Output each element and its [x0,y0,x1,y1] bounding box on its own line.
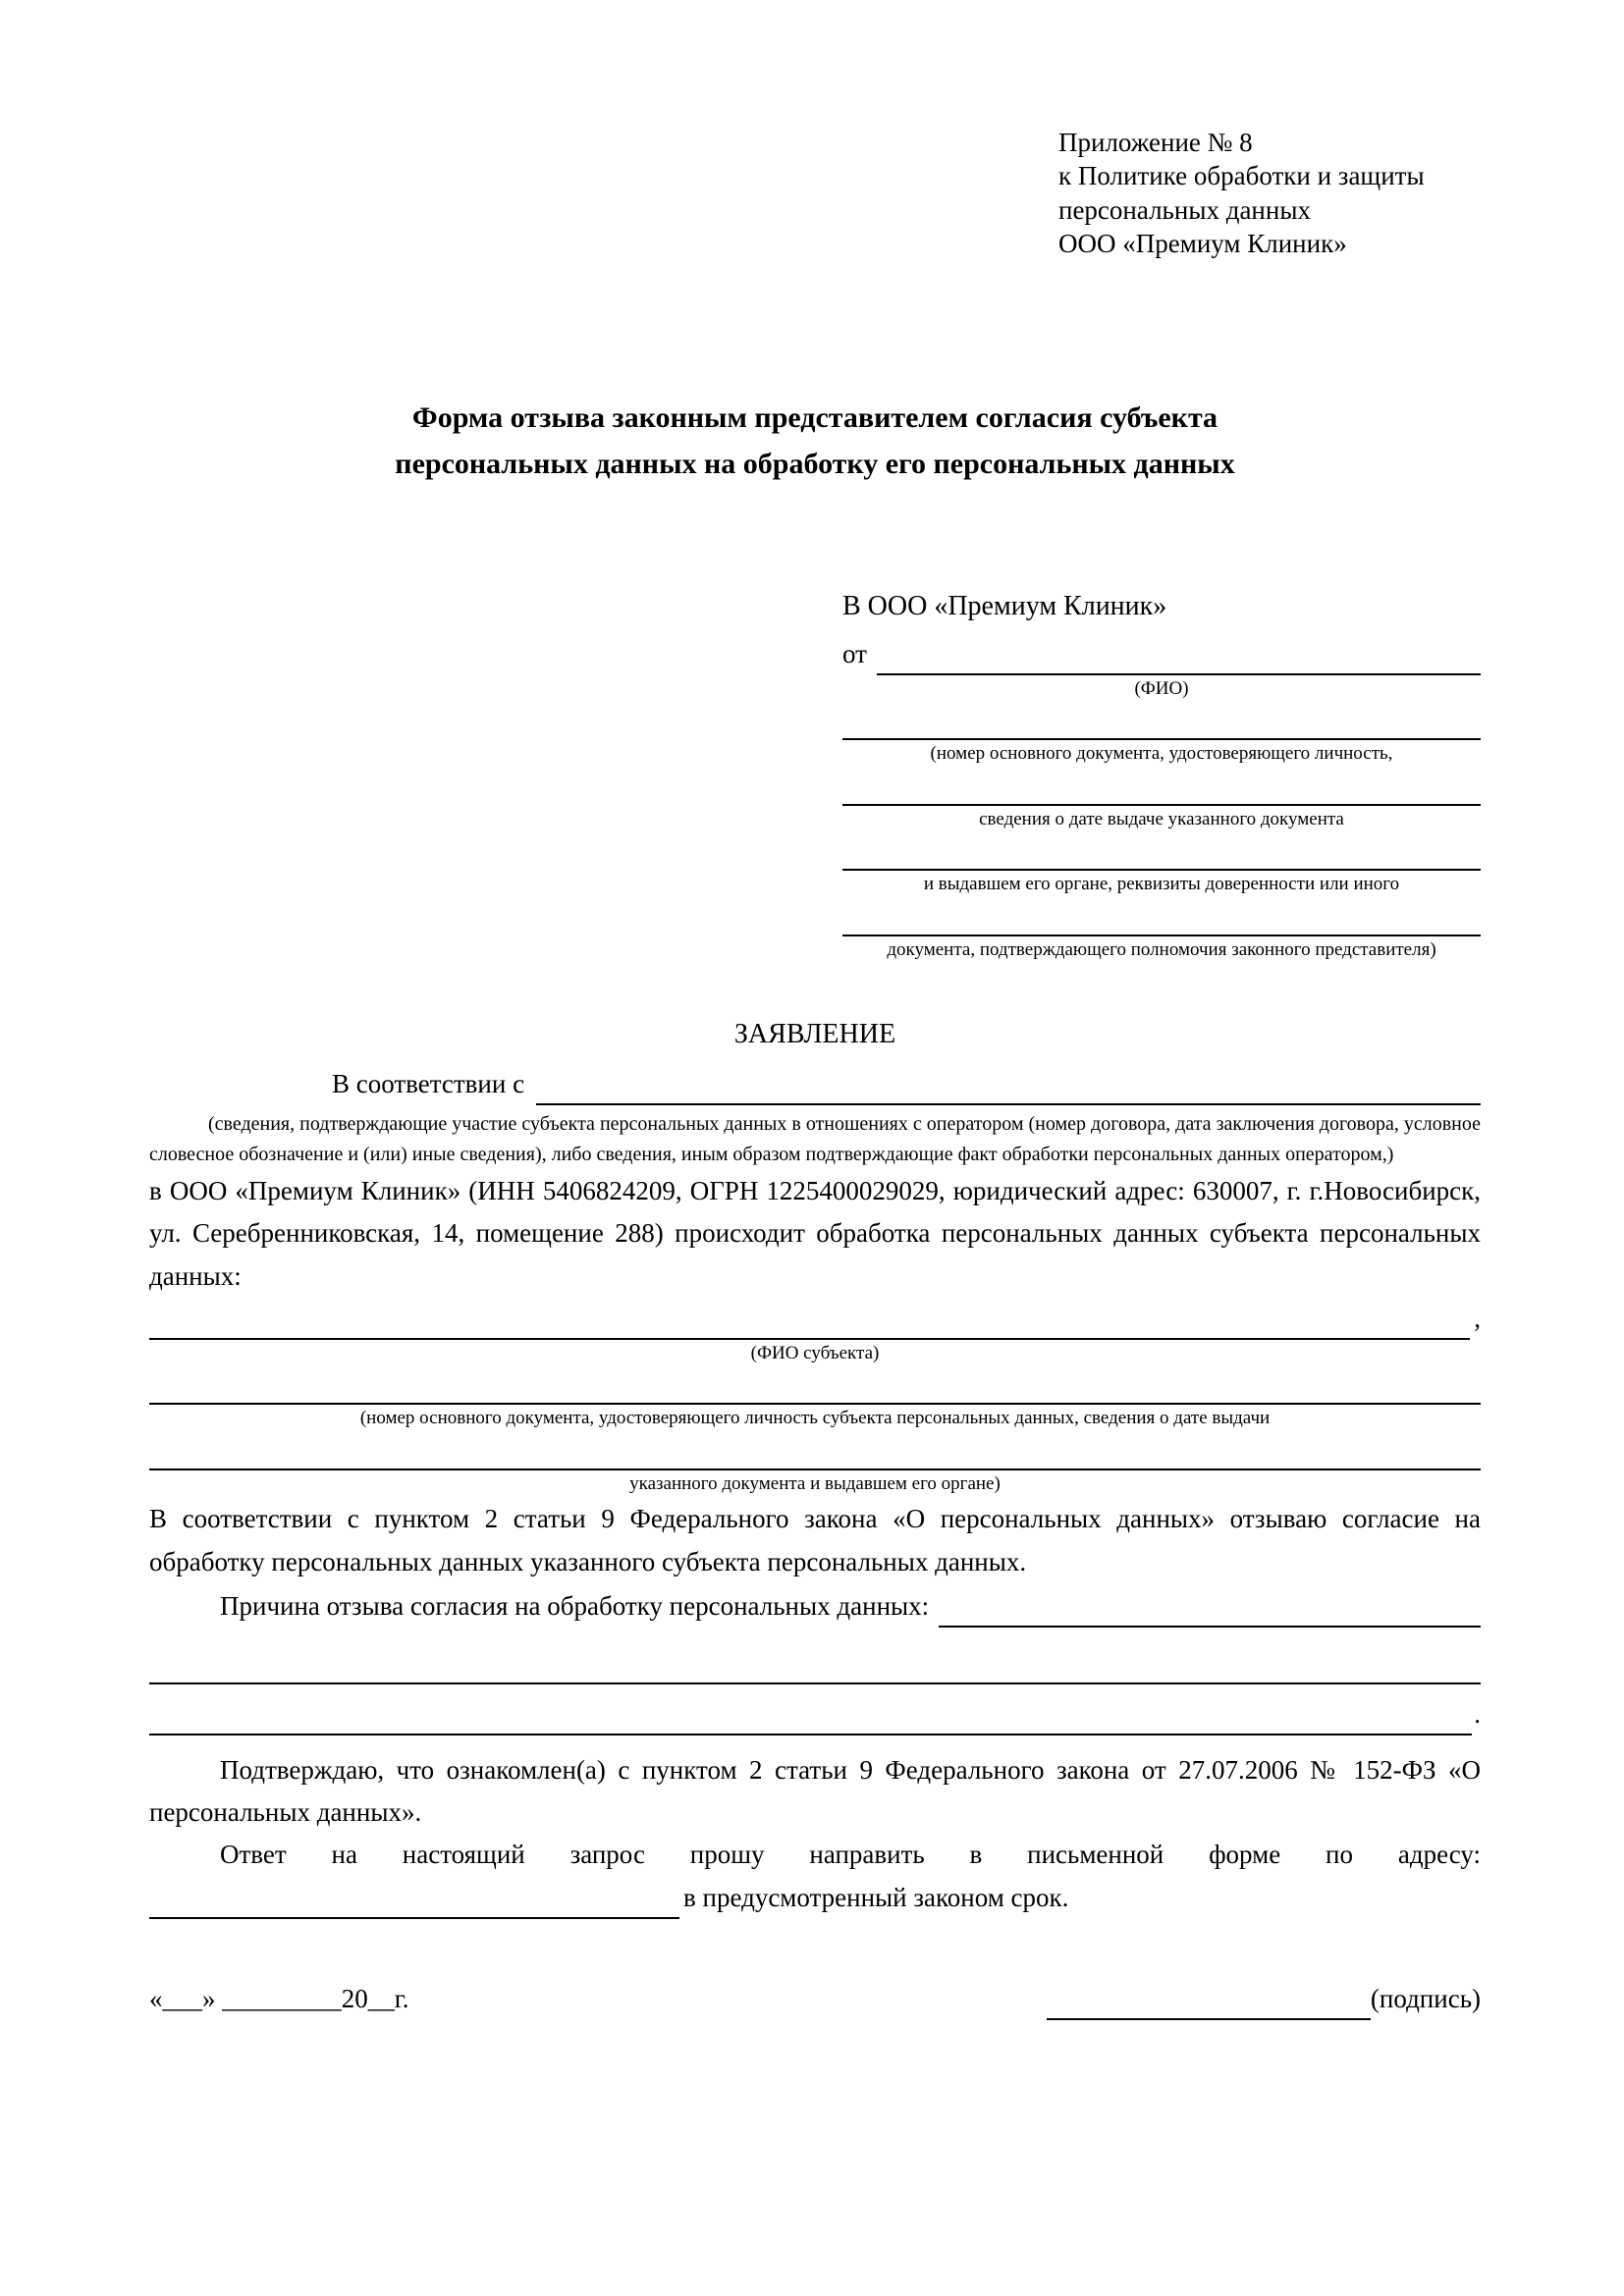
reason-row [149,1585,1481,1628]
form-title-line2: персональных данных на обработку его персональных данных [395,447,1235,480]
basis-row [149,1063,1481,1105]
appendix-header [1058,126,1481,260]
from-label: от [842,638,867,668]
date-line[interactable]: «___» _________20__г. [149,1983,409,2013]
trailing-period: . [1474,1698,1481,1729]
response-address-row [149,1877,1481,1919]
addressee-to: В ООО «Премиум Клиник» [842,591,1167,622]
subject-doc-caption-2: указанного документа и выдавшем его органе) [629,1472,1001,1494]
addressee-block [842,589,1481,964]
response-suffix: в предусмотренный законом срок. [683,1882,1069,1912]
response-request-paragraph: Ответ на настоящий запрос прошу направить в письменной форме по адресу: [220,1840,1481,1870]
field-caption: документа, подтверждающего полномочия законного представителя) [887,938,1436,960]
representative-doc-input-line-1[interactable] [842,703,1481,740]
address-input-line[interactable] [149,1886,679,1919]
basis-caption: (сведения, подтверждающие участие субъекта персональных данных в отношениях с оператором (номер договора, дата заключения договора, условное словесное обозначение и (или) иные сведения), либо сведения, иным образом подтверждающие факт обработки персональных данных оператором,) [149,1113,1481,1166]
signature-input-line[interactable] [1047,1987,1371,2020]
subject-fio-input-line[interactable] [149,1299,1470,1340]
representative-fio-input-line[interactable] [877,642,1481,675]
basis-input-line[interactable] [536,1072,1481,1105]
footer [149,1978,1481,2020]
reason-input-line[interactable] [939,1594,1481,1628]
appendix-line: к Политике обработки и защиты [1058,161,1425,191]
field-caption: сведения о дате выдаче указанного документа [979,808,1344,829]
appendix-line: Приложение № 8 [1058,128,1253,157]
acknowledgement-paragraph: Подтверждаю, что ознакомлен(а) с пунктом 2 статьи 9 Федерального закона от 27.07.2006 № 152-ФЗ «О персональных данных». [149,1755,1481,1828]
field-caption: (номер основного документа, удостоверяющего личность, [930,743,1393,765]
statement-heading: ЗАЯВЛЕНИЕ [733,1019,896,1050]
reason-label: Причина отзыва согласия на обработку персональных данных: [220,1590,930,1621]
form-title-line1: Форма отзыва законным представителем согласия субъекта [411,401,1218,435]
reason-continuation-row-2 [149,1684,1481,1735]
trailing-comma: , [1474,1303,1481,1333]
appendix-line: персональных данных [1058,194,1311,225]
subject-doc-input-line-2[interactable] [149,1433,1481,1470]
reason-continuation-line-1[interactable] [149,1628,1481,1684]
representative-doc-input-line-2[interactable] [842,769,1481,806]
addressee-from-row [842,633,1481,675]
basis-label: В соответствии с [332,1069,525,1098]
field-caption: и выдавшем его органе, реквизиты доверенности или иного [923,874,1400,895]
signature-group [1047,1978,1481,2020]
operator-paragraph: в ООО «Премиум Клиник» (ИНН 5406824209, ОГРН 1225400029029, юридический адрес: 630007, г. г.Новосибирск, ул. Серебренниковская, 14, помещение 288) происходит обработка персональных данных субъекта персональных данных: [149,1176,1481,1291]
representative-doc-input-line-3[interactable] [842,833,1481,871]
appendix-line: ООО «Премиум Клиник» [1058,228,1347,258]
reason-continuation-line-2[interactable] [149,1684,1472,1735]
form-title [149,396,1481,487]
signature-caption: (подпись) [1370,1983,1481,2013]
representative-doc-input-line-4[interactable] [842,899,1481,936]
subject-doc-caption-1: (номер основного документа, удостоверяющего личность субъекта персональных данных, сведения о дате выдачи [359,1408,1271,1429]
subject-fio-caption: (ФИО субъекта) [750,1342,880,1363]
subject-fio-row [149,1298,1481,1340]
subject-doc-input-line-1[interactable] [149,1367,1481,1405]
fio-caption: (ФИО) [1134,677,1189,699]
withdrawal-paragraph: В соответствии с пунктом 2 статьи 9 Федерального закона «О персональных данных» отзываю согласие на обработку персональных данных указанного субъекта персональных данных. [149,1504,1481,1576]
